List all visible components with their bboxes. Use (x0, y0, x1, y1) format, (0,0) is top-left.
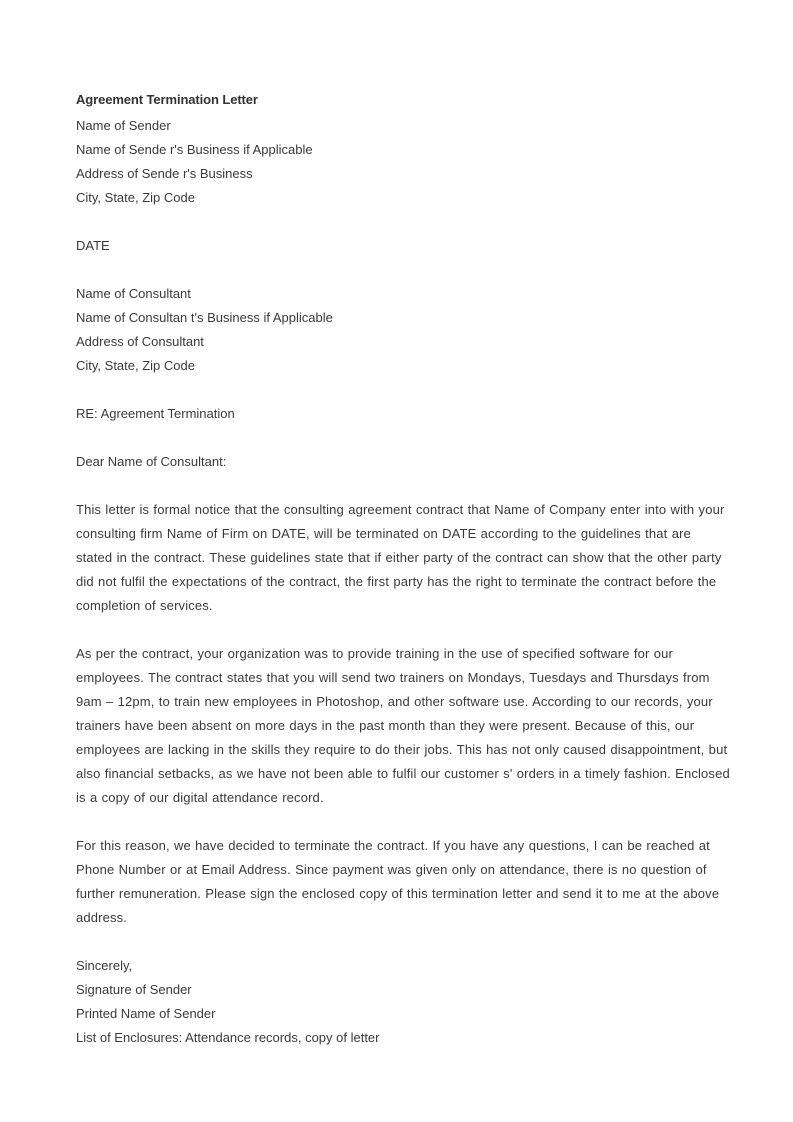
paragraph-line: Phone Number or at Email Address. Since payment was given only on attendance, there is no question of (76, 862, 707, 877)
body-paragraph-2 (76, 642, 730, 810)
paragraph-line: trainers have been absent on more days in the past month than they were present. Because of this, our (76, 718, 695, 733)
subject-line: RE: Agreement Termination (76, 406, 235, 421)
paragraph-line: stated in the contract. These guidelines state that if either party of the contract can show that the other party (76, 550, 722, 565)
paragraph-line: is a copy of our digital attendance record. (76, 790, 324, 805)
body-paragraph-3 (76, 834, 726, 930)
document-title: Agreement Termination Letter (76, 92, 258, 107)
sender-city-state-zip: City, State, Zip Code (76, 190, 195, 205)
printed-name-line: Printed Name of Sender (76, 1006, 216, 1021)
salutation: Dear Name of Consultant: (76, 454, 227, 469)
closing-block (76, 954, 726, 1050)
recipient-city-state-zip: City, State, Zip Code (76, 358, 195, 373)
sender-business: Name of Sende r's Business if Applicable (76, 142, 313, 157)
letter-page (76, 90, 730, 1050)
sender-block (76, 114, 726, 210)
paragraph-line: For this reason, we have decided to terminate the contract. If you have any questions, I can be reached at (76, 838, 710, 853)
paragraph-line: employees. The contract states that you will send two trainers on Mondays, Tuesdays and Thursdays from (76, 670, 710, 685)
paragraph-line: further remuneration. Please sign the enclosed copy of this termination letter and send it to me at the above (76, 886, 720, 901)
letter-date: DATE (76, 238, 110, 253)
closing-sincerely: Sincerely, (76, 958, 133, 973)
subject-block (76, 402, 726, 426)
paragraph-line: also financial setbacks, as we have not been able to fulfil our customer s' orders in a timely fashion. Enclosed (76, 766, 730, 781)
recipient-business: Name of Consultan t's Business if Applicable (76, 310, 333, 325)
signature-line: Signature of Sender (76, 982, 192, 997)
sender-name: Name of Sender (76, 118, 171, 133)
body-paragraph-1 (76, 498, 726, 618)
salutation-block (76, 450, 726, 474)
sender-address: Address of Sende r's Business (76, 166, 253, 181)
paragraph-line: address. (76, 910, 128, 925)
paragraph-line: As per the contract, your organization was to provide training in the use of specified software for our (76, 646, 673, 661)
paragraph-line: completion of services. (76, 598, 213, 613)
recipient-name: Name of Consultant (76, 286, 191, 301)
paragraph-line: 9am – 12pm, to train new employees in Photoshop, and other software use. According to our records, your (76, 694, 713, 709)
paragraph-line: employees are lacking in the skills they require to do their jobs. This has not only caused disappointment, but (76, 742, 728, 757)
paragraph-line: consulting firm Name of Firm on DATE, will be terminated on DATE according to the guidelines that are (76, 526, 691, 541)
recipient-address: Address of Consultant (76, 334, 204, 349)
date-block (76, 234, 726, 258)
paragraph-line: did not fulfil the expectations of the contract, the first party has the right to terminate the contract before the (76, 574, 717, 589)
enclosures-line: List of Enclosures: Attendance records, copy of letter (76, 1030, 380, 1045)
paragraph-line: This letter is formal notice that the consulting agreement contract that Name of Company enter into with your (76, 502, 725, 517)
recipient-block (76, 282, 726, 378)
